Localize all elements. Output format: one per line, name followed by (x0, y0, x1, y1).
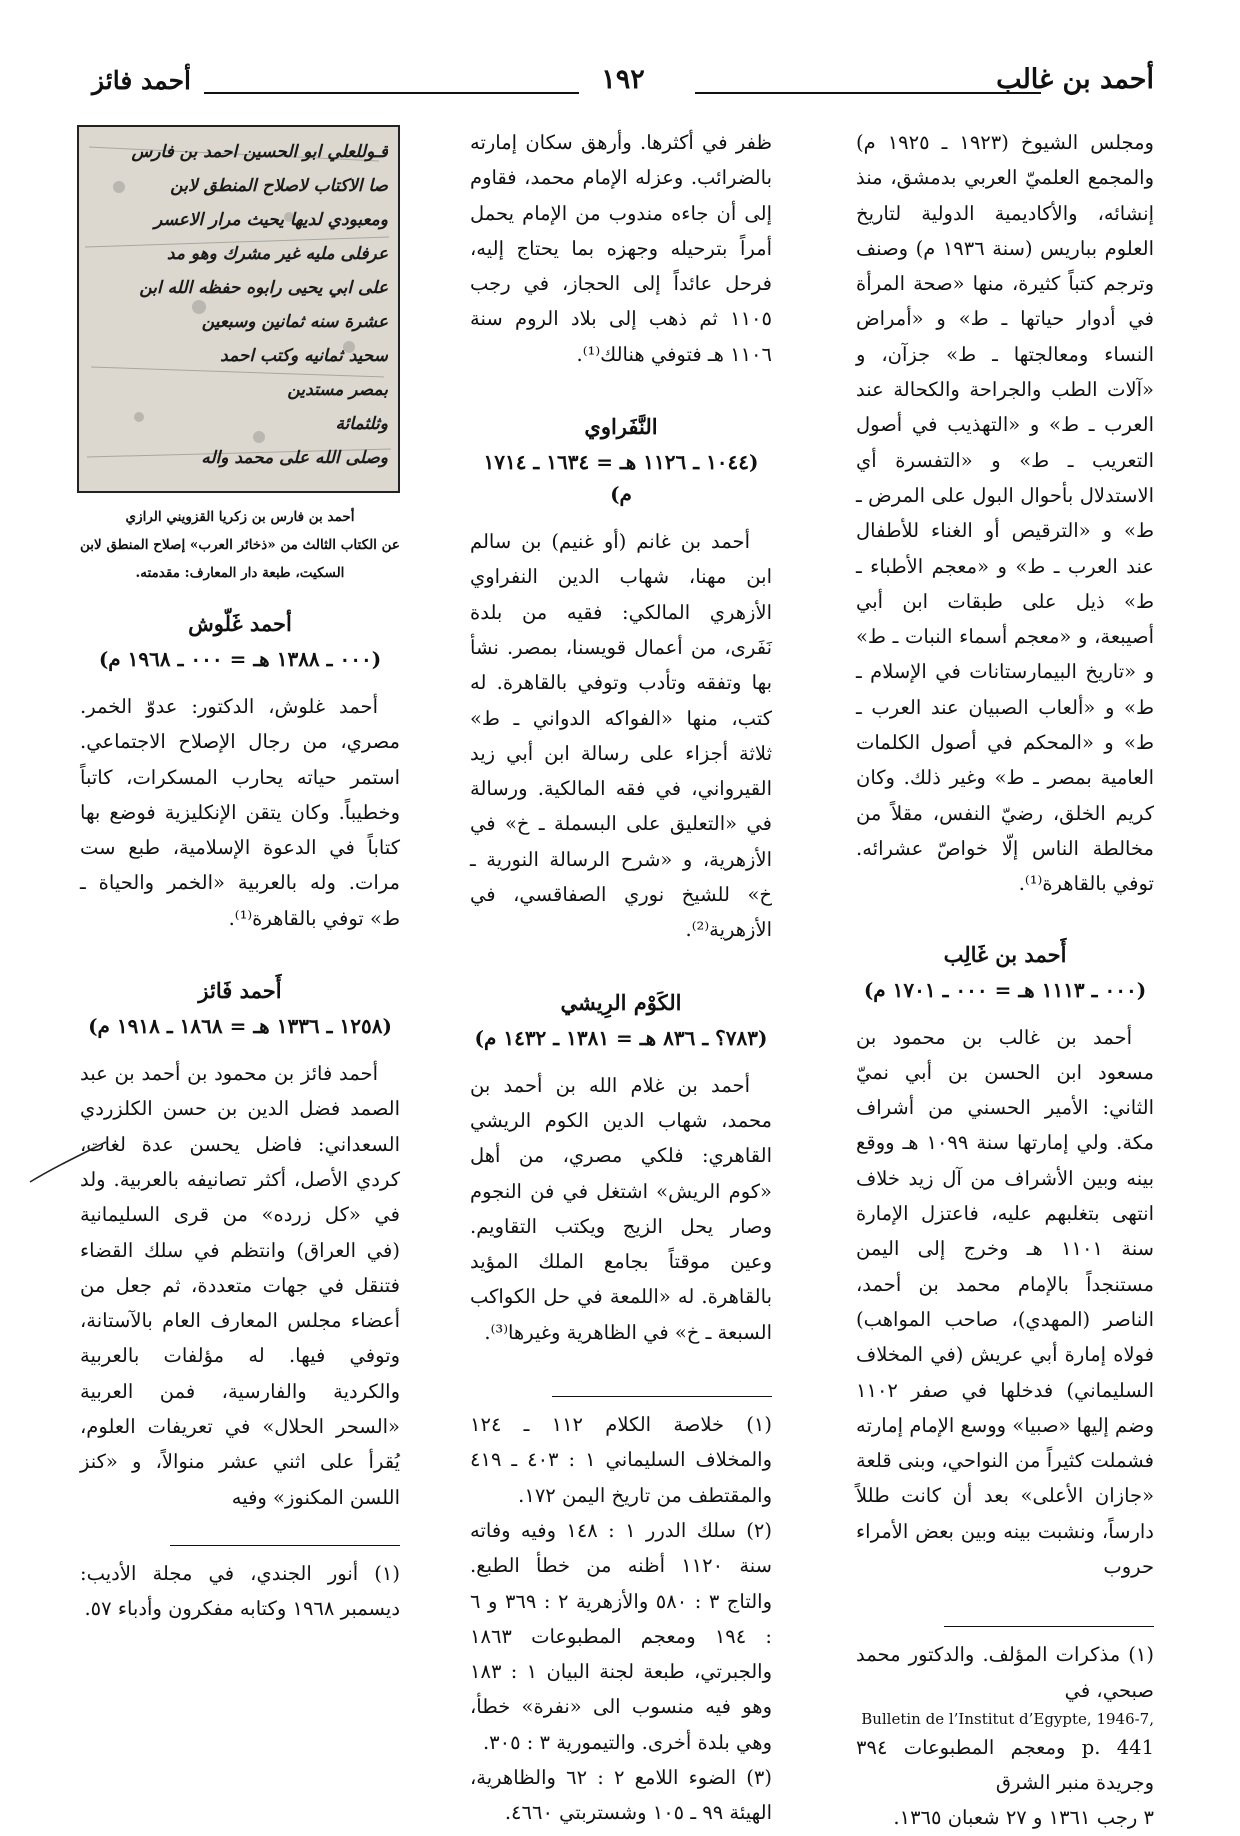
footnote-rule (170, 1545, 400, 1546)
middle-column (470, 125, 772, 1831)
footnote-line: Bulletin de l’Institut d’Egypte, 1946-7, (861, 1709, 1154, 1728)
header-left-name: أحمد فائز (92, 66, 191, 95)
footnote-line: (١) مذكرات المؤلف. والدكتور محمد صبحي، في (856, 1643, 1154, 1702)
caption-line: السكيت، طبعة دار المعارف: مقدمته. (135, 565, 345, 581)
left-column (80, 125, 400, 1627)
manuscript-image (77, 125, 400, 493)
entry-text: أحمد بن غانم (أو غنيم) بن سالم ابن مهنا، شهاب الدين النفراوي الأزهري المالكي: فقيه من بلدة نَفَرى، من أعمال قويسنا، بمصر. نشأ بها وتفقه وتأدب وتوفي بالقاهرة. له كتب، منها «الفواكه الدواني ـ ط» ثلاثة أجزاء على رسالة ابن أبي زيد القيرواني، في فقه المالكية. ورسالة في «التعليق على البسملة ـ خ» في الأزهرية، و «شرح الرسالة النورية ـ خ» للشيخ نوري الصفاقسي، في الأزهرية⁽²⁾. (470, 530, 772, 942)
entry-title: أحمد غَلّوش (188, 611, 292, 636)
entry-dates: (١٢٥٨ ـ ١٣٣٦ هـ = ١٨٦٨ ـ ١٩١٨ م) (88, 1014, 392, 1039)
footnote-item: (٢) سلك الدرر ١ : ١٤٨ وفيه وفاته سنة ١١٢٠ أظنه من خطأ الطبع. والتاج ٣ : ٥٨٠ والأزهرية ٢ : ٣٦٩ و ٦ : ١٩٤ ومعجم المطبوعات ١٨٦٣ والجبرتي، طبعة لجنة البيان ١ : ١٨٣ وهو فيه منسوب الى «نفرة» خطأ، وهي بلدة أخرى. والتيمورية ٣ : ٣٠٥. (470, 1518, 773, 1754)
entry-text: أحمد فائز بن محمود بن أحمد بن عبد الصمد فضل الدين بن حسن الكلزردي السعداني: فاضل يحسن عدة لغات، كردي الأصل، أكثر تصانيفه بالعربية. ولد في «كل زرده» من قرى السليمانية (في العراق) وانتظم في سلك القضاء فتنقل في جهات متعددة، ثم جعل من أعضاء مجلس المعارف العام بالآستانة، وتوفي فيها. له مؤلفات بالعربية والكردية والفارسية، فمن العربية «السحر الحلال» في تعريفات العلوم، يُقرأ على اثني عشر منوالاً، و «كنز اللسن المكنوز» وفيه (80, 1062, 400, 1509)
entry-title: أَحمد بن غَالِب (943, 941, 1067, 967)
entry-dates: (٠٠٠ ـ ١٣٨٨ هـ = ٠٠٠ ـ ١٩٦٨ م) (98, 647, 382, 671)
manuscript-handwriting: قـوللعلي ابو الحسين احمد بن فارس صا الاكتاب لاصلاح المنطق لابن ومعبودي لديها يحيث مرار الاعسر عرفلى مليه غير مشرك وهو مد على ابي يحيى رابوه حفظه الله ابن عشرة سنه ثمانين وسبعين سحيد ثمانيه وكتب احمد بمصر مستدين وثلثمائة وصلى الله على محمد واله (131, 142, 388, 468)
entry-title: الكَوْم الرِيشي (560, 989, 682, 1015)
entry-text: أحمد بن غالب بن محمود بن مسعود ابن الحسن بن أبي نميّ الثاني: الأمير الحسني من أشراف مكة. ولي إمارتها سنة ١٠٩٩ هـ ووقع بينه وبين الأشراف من آل زيد خلاف انتهى بتغلبهم عليه، فاعتزل الإمارة سنة ١١٠١ هـ وخرج إلى اليمن مستنجداً بالإمام محمد بن أحمد، الناصر (المهدي)، صاحب المواهب) فولاه إمارة أبي عريش (في المخلاف السليماني) فدخلها في صفر ١١٠٢ وضم إليها «صبيا» ووسع الإمام إمارته فشملت كثيراً من النواحي، وبنى قلعة «جازان الأعلى» بعد أن كانت طللاً دارساً، ونشبت بينه وبين بعض الأمراء حروب (856, 1025, 1154, 1578)
footnote-item: (١) أنور الجندي، في مجلة الأديب: ديسمبر ١٩٦٨ وكتابه مفكرون وأدباء ٥٧. (80, 1561, 400, 1621)
entry-dates: (٠٠٠ ـ ١١١٣ هـ = ٠٠٠ ـ ١٧٠١ م) (863, 977, 1147, 1002)
footnote-item: (١) خلاصة الكلام ١١٢ ـ ١٢٤ والمخلاف السليماني ١ : ٤٠٣ ـ ٤١٩ والمقتطف من تاريخ اليمن ١٧٢. (470, 1413, 773, 1507)
entry-text: أحمد بن غلام الله بن أحمد بن محمد، شهاب الدين الكوم الريشي القاهري: فلكي مصري، من أهل «كوم الريش» اشتغل في فن النجوم وصار يحل الزيج ويكتب التقاويم. وعين موقتاً بجامع الملك المؤيد بالقاهرة. له «اللمعة في حل الكواكب السبعة ـ خ» في الظاهرية وغيرها⁽³⁾. (470, 1073, 772, 1344)
margin-pen-stroke (28, 1138, 108, 1188)
continuation-paragraph: ظفر في أكثرها. وأرهق سكان إمارته بالضرائب. وعزله الإمام محمد، فقاوم إلى أن جاءه مندوب من الإمام يحمل أمراً بترحيله وجهزه بما يحتاج إليه، فرحل عائداً إلى الحجاز، في رجب ١١٠٥ ثم ذهب إلى بلاد الروم سنة ١١٠٦ هـ فتوفي هنالك⁽¹⁾. (470, 131, 772, 366)
page-number: ١٩٢ (601, 64, 645, 95)
page-header (92, 62, 1154, 102)
entry-dates: (٧٨٣؟ ـ ٨٣٦ هـ = ١٣٨١ ـ ١٤٣٢ م) (474, 1025, 768, 1050)
footnote-line: p. 441 ومعجم المطبوعات ٣٩٤ وجريدة منبر الشرق (856, 1735, 1154, 1795)
image-caption (80, 503, 400, 587)
footnote-rule (944, 1626, 1154, 1627)
header-right-name: أحمد بن غالب (996, 64, 1154, 95)
entry-title: النَّفَراوي (584, 414, 658, 440)
caption-line: عن الكتاب الثالث من «ذخائر العرب» إصلاح المنطق لابن (80, 537, 400, 553)
footnote-rule (552, 1396, 772, 1397)
footnote-line: ٣ رجب ١٣٦١ و ٢٧ شعبان ١٣٦٥. (893, 1806, 1154, 1830)
entry-title: أَحمد فَائز (198, 978, 282, 1004)
continuation-paragraph: ومجلس الشيوخ (١٩٢٣ ـ ١٩٢٥ م) والمجمع العلميّ العربي بدمشق، منذ إنشائه، والأكاديمية الدولية لتاريخ العلوم بباريس (سنة ١٩٣٦ م) وصنف وترجم كتباً كثيرة، منها «صحة المرأة في أدوار حياتها ـ ط» و «أمراض النساء ومعالجتها ـ ط» جزآن، و «آلات الطب والجراحة والكحالة عند العرب ـ ط» و «التهذيب في أصول التعريب ـ ط» و «التفسرة أي الاستدلال بأحوال البول على المرض ـ ط» و «الترقيص أو الغناء للأطفال عند العرب ـ ط» و «معجم الأطباء ـ ط» ذيل على طبقات ابن أبي أصيبعة، و «معجم أسماء النبات ـ ط» و «تاريخ البيمارستانات في الإسلام ـ ط» و «ألعاب الصبيان عند العرب ـ ط» و «المحكم في أصول الكلمات العامية بمصر ـ ط» وغير ذلك. وكان كريم الخلق، رضيّ النفس، مقلاً من مخالطة الناس إلّا خواصّ عشرائه. توفي بالقاهرة⁽¹⁾. (856, 131, 1154, 896)
footnote-item: (٣) الضوء اللامع ٢ : ٦٢ والظاهرية، الهيئة ٩٩ ـ ١٠٥ وشستربتي ٤٦٦٠. (470, 1765, 772, 1825)
entry-dates: (١٠٤٤ ـ ١١٢٦ هـ = ١٦٣٤ ـ ١٧١٤ م) (483, 450, 759, 507)
caption-line: أحمد بن فارس بن زكريا القزويني الرازي (125, 509, 355, 525)
right-column (856, 125, 1154, 1836)
entry-text: أحمد غلوش، الدكتور: عدوّ الخمر. مصري، من رجال الإصلاح الاجتماعي. استمر حياته يحارب المسكرات، كاتباً وخطيباً. وكان يتقن الإنكليزية فوضع بها كتاباً في الدعوة الإسلامية، طبع ست مرات. وله بالعربية «الخمر والحياة ـ ط» توفي بالقاهرة⁽¹⁾. (80, 695, 400, 930)
